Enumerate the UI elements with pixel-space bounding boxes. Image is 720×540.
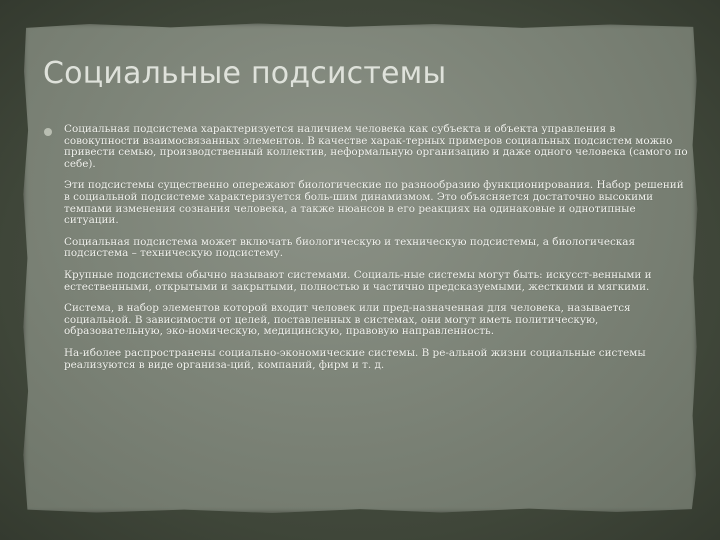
slide-title: Социальные подсистемы	[43, 56, 447, 91]
paragraph-4: Крупные подсистемы обычно называют системами. Социаль-ные системы могут быть: искусст-венными и естественными, открытыми и закрытыми, полностью и частично предсказуемыми, жесткими и мягкими.	[64, 268, 652, 293]
paragraph-5: Система, в набор элементов которой входит человек или пред-назначенная для человека, называется социальной. В зависимости от целей, поставленных в системах, они могут иметь политическую, образовательную, эко-номическую, медицинскую, правовую направленность.	[64, 302, 631, 338]
paragraph-1: Социальная подсистема характеризуется наличием человека как субъекта и объекта управления в совокупности взаимосвязанных элементов. В качестве харак-терных примеров социальных подсистем можно привести семью, производственный коллектив, неформальную организацию и даже одного человека (самого по себе).	[64, 123, 688, 170]
paragraph-2: Эти подсистемы существенно опережают биологические по разнообразию функционирования. Набор решений в социальной подсистеме характеризуется боль-шим динамизмом. Это объясняется достаточно высокими темпами изменения сознания человека, а также нюансов в его реакциях на одинаковые и однотипные ситуации.	[64, 179, 684, 227]
slide-content	[44, 124, 692, 381]
bullet-dot-icon	[44, 128, 52, 136]
paragraph-3: Социальная подсистема может включать биологическую и техническую подсистемы, а биологическая подсистема – техническую подсистему.	[64, 235, 636, 260]
bullet-item	[44, 124, 692, 170]
paragraph-6: На-иболее распространены социально-экономические системы. В ре-альной жизни социальные системы реализуются в виде организа-ций, компаний, фирм и т. д.	[64, 346, 646, 371]
